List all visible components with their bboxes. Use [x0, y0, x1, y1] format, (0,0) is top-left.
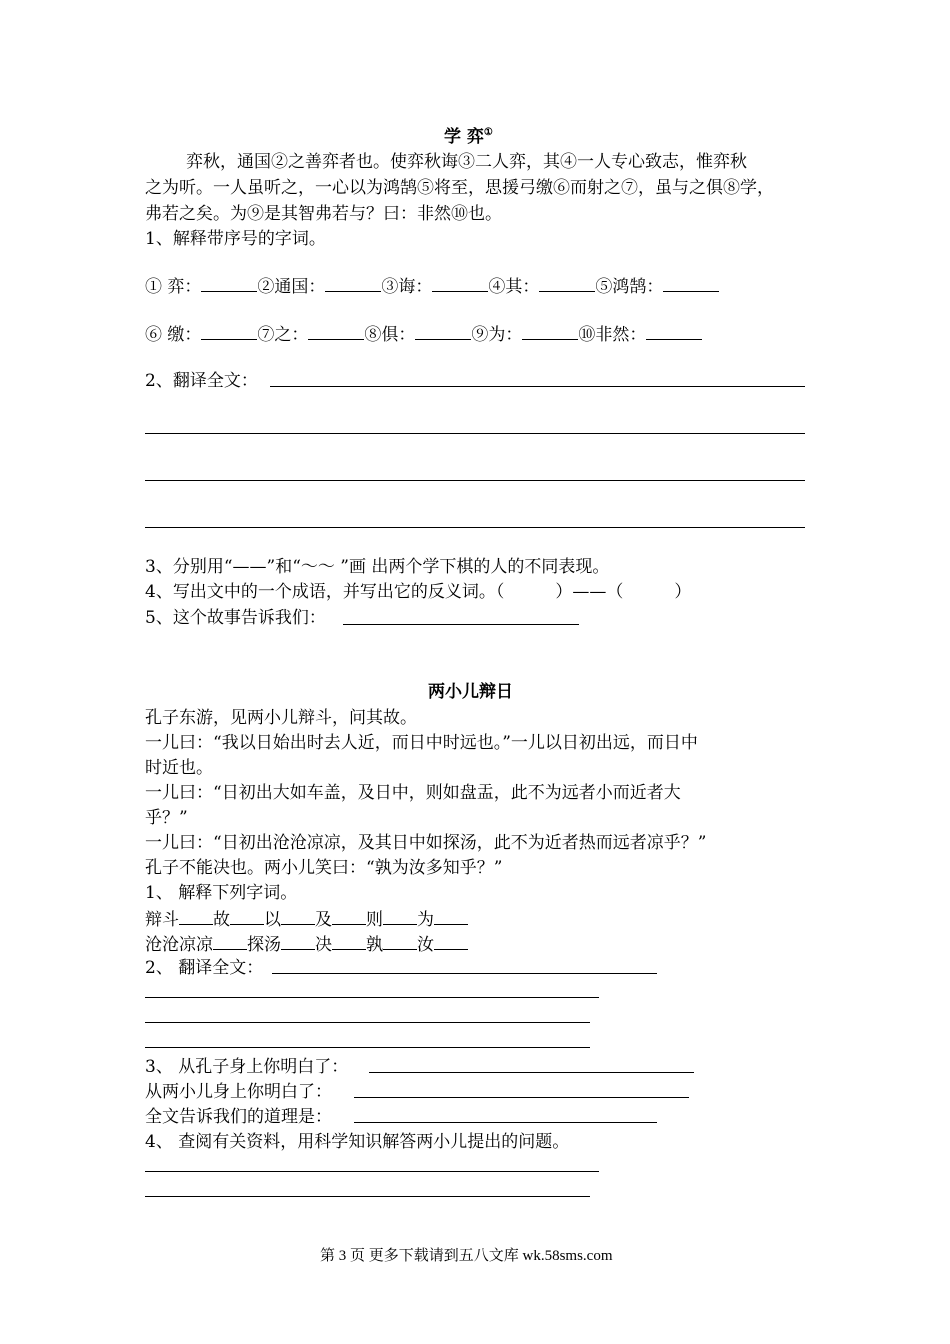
passage2-line6: 一儿曰：“日初出沧沧凉凉，及其日中如探汤，此不为近者热而远者凉乎？”: [145, 833, 707, 853]
translation-line[interactable]: [145, 1022, 590, 1023]
word-label: 探汤: [247, 935, 281, 955]
answer-line[interactable]: [354, 1097, 689, 1098]
vocab-label: ⑤鸿鹄：: [595, 277, 664, 297]
vocab-label: ① 弈：: [145, 277, 202, 297]
question3-part3: 全文告诉我们的道理是：: [145, 1107, 332, 1127]
answer-blank[interactable]: [325, 273, 381, 292]
word-label: 辩斗: [145, 910, 179, 930]
translation-line[interactable]: [145, 527, 805, 528]
word-label: 沧沧凉凉: [145, 935, 213, 955]
section1-title-text: 学 弈: [444, 127, 484, 147]
word-label: 故: [213, 910, 230, 930]
passage1-line1: 弈秋，通国②之善弈者也。使弈秋诲③二人弈，其④一人专心致志，惟弈秋: [186, 152, 747, 172]
answer-line[interactable]: [354, 1122, 657, 1123]
answer-line[interactable]: [145, 1171, 599, 1172]
title-footnote-mark: ①: [483, 127, 493, 138]
translation-line[interactable]: [272, 973, 657, 974]
vocab-label: ⑩非然：: [578, 325, 647, 345]
answer-blank[interactable]: [230, 906, 264, 925]
vocab-label: ②通国：: [257, 277, 326, 297]
question1-prompt: 1、 解释下列字词。: [145, 883, 298, 903]
question4-prompt: 4、写出文中的一个成语，并写出它的反义词。（ ）——（ ）: [145, 582, 692, 602]
word-label: 为: [417, 910, 434, 930]
answer-line[interactable]: [145, 1196, 590, 1197]
page-footer: 第 3 页 更多下载请到五八文库 wk.58sms.com: [320, 1248, 613, 1264]
passage2-line1: 孔子东游，见两小儿辩斗，问其故。: [145, 708, 417, 728]
question2-prompt: 2、 翻译全文：: [145, 958, 264, 978]
translation-line[interactable]: [145, 997, 599, 998]
word-label: 以: [264, 910, 281, 930]
vocab-label: ③诲：: [381, 277, 433, 297]
section1-title: [444, 125, 493, 149]
answer-blank[interactable]: [332, 906, 366, 925]
word-label: 决: [315, 935, 332, 955]
answer-line[interactable]: [369, 1072, 694, 1073]
answer-blank[interactable]: [434, 931, 468, 950]
vocab-label: ⑦之：: [257, 325, 309, 345]
section2-title: 两小儿辩日: [428, 682, 513, 702]
translation-line[interactable]: [145, 433, 805, 434]
passage2-line2: 一儿曰：“我以日始出时去人近，而日中时远也。”一儿以日初出远，而日中: [145, 733, 698, 753]
question1-prompt: 1、解释带序号的字词。: [145, 229, 326, 249]
answer-blank[interactable]: [415, 321, 471, 340]
answer-blank[interactable]: [308, 321, 364, 340]
answer-blank[interactable]: [179, 906, 213, 925]
answer-blank[interactable]: [281, 906, 315, 925]
answer-line[interactable]: [343, 624, 579, 625]
answer-blank[interactable]: [213, 931, 247, 950]
vocab-label: ⑥ 缴：: [145, 325, 202, 345]
passage2-line5: 乎？”: [145, 808, 188, 828]
answer-blank[interactable]: [539, 273, 595, 292]
word-row-1: [145, 906, 468, 932]
question2-prompt: 2、翻译全文：: [145, 371, 258, 391]
translation-line[interactable]: [145, 480, 805, 481]
vocab-row-1: [145, 273, 719, 299]
word-label: 则: [366, 910, 383, 930]
passage1-line2: 之为听。一人虽听之，一心以为鸿鹄⑤将至，思援弓缴⑥而射之⑦，虽与之俱⑧学，: [145, 178, 774, 198]
answer-blank[interactable]: [663, 273, 719, 292]
word-label: 及: [315, 910, 332, 930]
word-row-2: [145, 931, 468, 957]
translation-line[interactable]: [145, 1047, 590, 1048]
question3-prompt: 3、 从孔子身上你明白了：: [145, 1057, 349, 1077]
translation-line[interactable]: [270, 386, 805, 387]
passage2-line7: 孔子不能决也。两小儿笑曰：“孰为汝多知乎？”: [145, 858, 503, 878]
answer-blank[interactable]: [522, 321, 578, 340]
word-label: 汝: [417, 935, 434, 955]
question5-prompt: 5、这个故事告诉我们：: [145, 608, 326, 628]
answer-blank[interactable]: [432, 273, 488, 292]
answer-blank[interactable]: [332, 931, 366, 950]
answer-blank[interactable]: [434, 906, 468, 925]
question3-prompt: 3、分别用“——”和“～～ ”画 出两个学下棋的人的不同表现。: [145, 557, 610, 577]
vocab-label: ⑧俱：: [364, 325, 416, 345]
vocab-label: ⑨为：: [471, 325, 523, 345]
vocab-label: ④其：: [488, 277, 540, 297]
question3-part2: 从两小儿身上你明白了：: [145, 1082, 332, 1102]
question4-prompt: 4、 查阅有关资料，用科学知识解答两小儿提出的问题。: [145, 1132, 570, 1152]
word-label: 孰: [366, 935, 383, 955]
vocab-row-2: [145, 321, 702, 347]
passage2-line3: 时近也。: [145, 758, 213, 778]
passage1-line3: 弗若之矣。为⑨是其智弗若与？曰：非然⑩也。: [145, 204, 502, 224]
answer-blank[interactable]: [383, 906, 417, 925]
answer-blank[interactable]: [201, 321, 257, 340]
answer-blank[interactable]: [646, 321, 702, 340]
answer-blank[interactable]: [201, 273, 257, 292]
answer-blank[interactable]: [383, 931, 417, 950]
answer-blank[interactable]: [281, 931, 315, 950]
passage2-line4: 一儿曰：“日初出大如车盖，及日中，则如盘盂，此不为远者小而近者大: [145, 783, 681, 803]
